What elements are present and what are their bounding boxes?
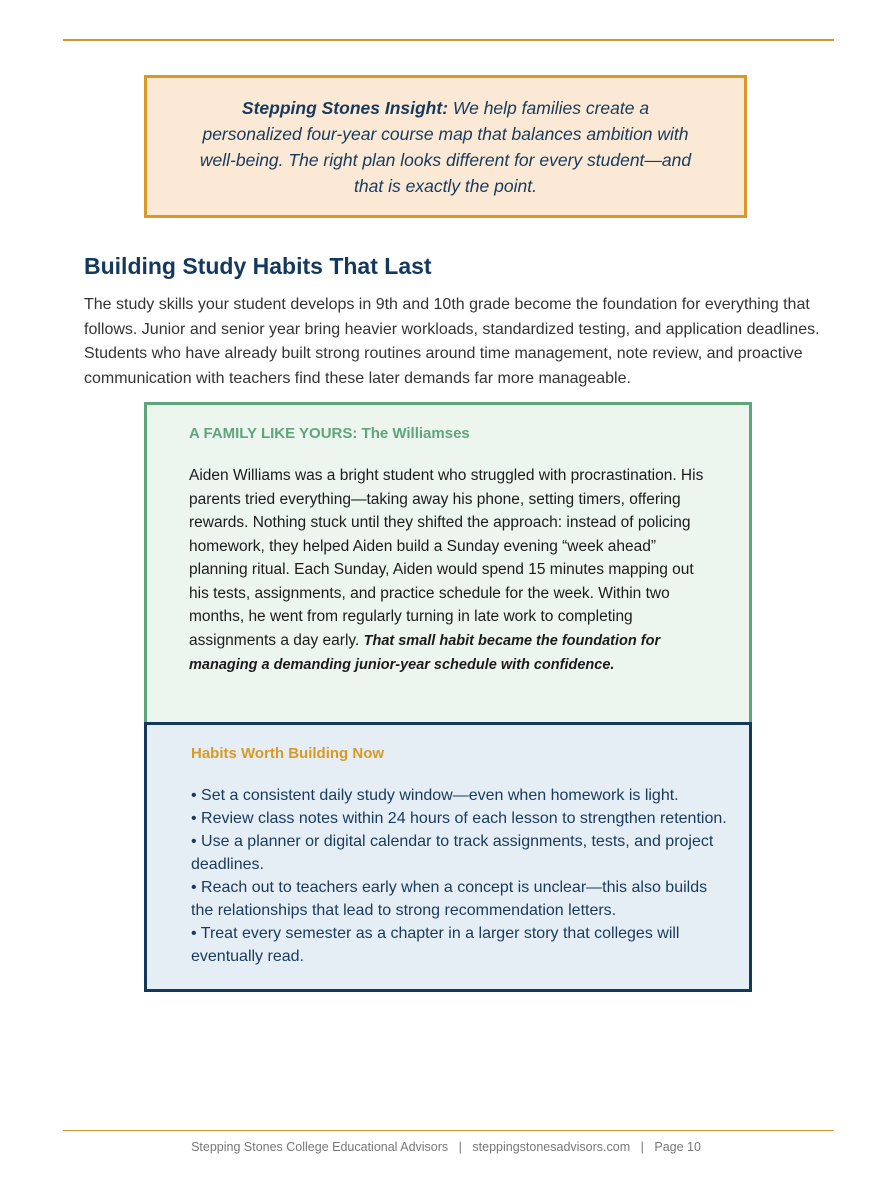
section-intro: The study skills your student develops in 9th and 10th grade become the foundation for everything that follows. Junior and senior year bring heavier workloads, standardized testing, and application deadlines. Students who have already built strong routines around time management, note review, and proactive communication with teachers find these later demands far more manageable.	[84, 296, 820, 387]
footer-separator: |	[458, 1140, 462, 1154]
habit-item: • Set a consistent daily study window—even when homework is light.	[191, 787, 679, 804]
footer-org: Stepping Stones College Educational Advisors	[191, 1140, 449, 1154]
footer-page-number: Page 10	[654, 1140, 701, 1154]
footer-website-link[interactable]: steppingstonesadvisors.com	[472, 1140, 631, 1154]
habits-list	[191, 784, 729, 968]
page-footer	[0, 1140, 892, 1154]
habit-item: • Review class notes within 24 hours of each lesson to strengthen retention.	[191, 810, 727, 827]
footer-rule	[63, 1130, 834, 1131]
habit-item: • Reach out to teachers early when a concept is unclear—this also builds the relationships that lead to strong recommendation letters.	[191, 879, 708, 919]
header-rule	[63, 39, 834, 41]
family-story-body: Aiden Williams was a bright student who struggled with procrastination. His parents tried everything—taking away his phone, setting timers, offering rewards. Nothing stuck until they shifted the approach: instead of policing homework, they helped Aiden build a Sunday evening “week ahead” planning ritual. Each Sunday, Aiden would spend 15 minutes mapping out his tests, assignments, and practice schedule for the week. Within two months, he went from regularly turning in late work to completing assignments a day early.	[189, 467, 704, 649]
habit-item: • Treat every semester as a chapter in a larger story that colleges will eventually read.	[191, 925, 680, 965]
insight-callout	[144, 75, 747, 218]
section-title: Building Study Habits That Last	[84, 253, 432, 279]
habit-item: • Use a planner or digital calendar to track assignments, tests, and project deadlines.	[191, 833, 714, 873]
footer-separator: |	[640, 1140, 644, 1154]
family-story-box	[144, 402, 752, 724]
insight-text	[196, 95, 696, 199]
insight-body: We help families create a personalized four-year course map that balances ambition with well-being. The right plan looks different for every student—and that is exactly the point.	[199, 97, 692, 196]
family-story-heading: A FAMILY LIKE YOURS: The Williamses	[189, 425, 470, 442]
insight-lead: Stepping Stones Insight:	[241, 97, 449, 118]
family-story-text	[189, 464, 709, 678]
habits-heading: Habits Worth Building Now	[191, 745, 385, 762]
family-story-emphasis: That small habit became the foundation for managing a demanding junior-year schedule with confidence.	[189, 632, 661, 673]
habits-box	[144, 722, 752, 992]
